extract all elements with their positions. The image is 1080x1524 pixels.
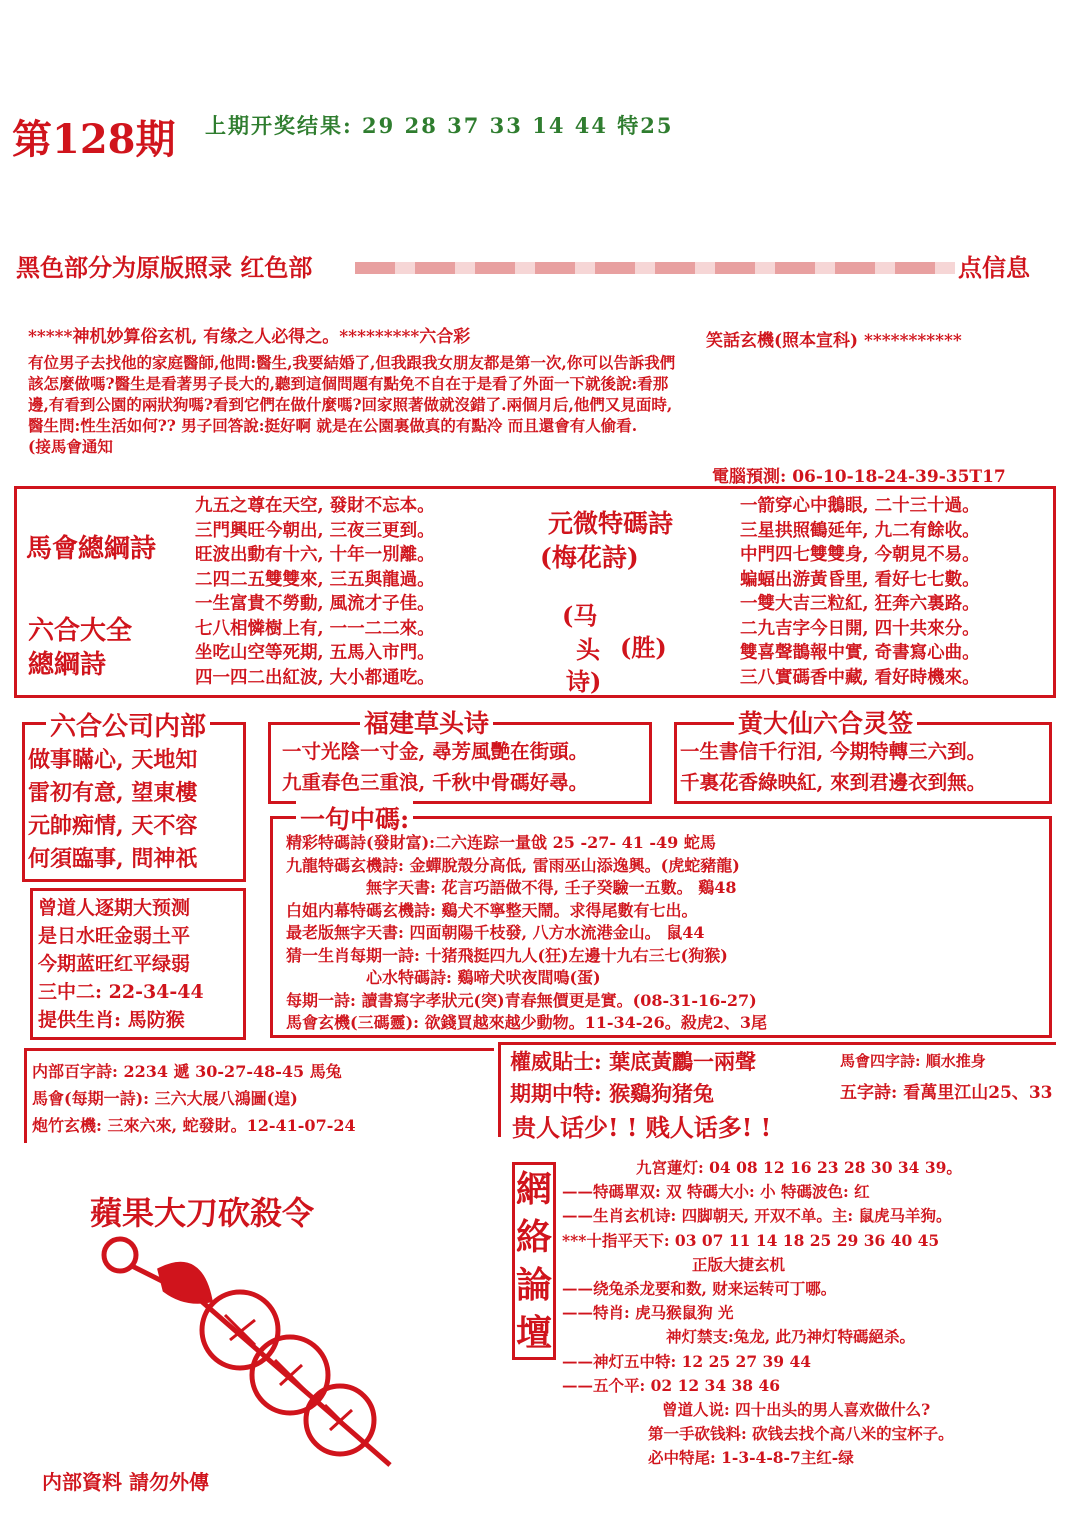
noble-words: 贵人话少! ! 贱人话多! ! [512, 1113, 772, 1142]
poem-line: 三門興旺今朝出, 三夜三更到。 [195, 520, 435, 541]
yiju-line: 九龍特碼玄機詩: 金蟬脫殼分高低, 雷雨巫山添逸興。(虎蛇豬龍) [286, 855, 740, 875]
company-title: 六合公司内部 [46, 706, 210, 743]
divider [498, 1042, 1056, 1045]
poem-line: 二四二五雙雙來, 三五與龍過。 [195, 569, 435, 590]
joke-line: (接馬會通知 [28, 437, 113, 456]
poem-line: 旺波出動有十六, 十年一別離。 [195, 545, 435, 565]
poem-line: 九五之尊在天空, 發財不忘本。 [195, 496, 435, 516]
poem-line: 中門四七雙雙身, 今朝見不易。 [740, 545, 980, 565]
authority-tip: 權威貼士: 葉底黃鸝一兩聲 [510, 1049, 757, 1074]
yiju-line: 馬會玄機(三碼靈): 欲錢買越來越少動物。11-34-26。殺虎2、3尾 [286, 1013, 767, 1032]
label-zong-gang-shi: 總綱詩 [28, 650, 107, 680]
zengdao-line: 三中二: 22-34-44 [38, 981, 204, 1003]
mid-left-line: 炮竹玄機: 三來六來, 蛇發財。12-41-07-24 [32, 1116, 356, 1135]
divider [24, 1048, 27, 1143]
poem-line: 蝙蝠出游黃昏里, 看好七七數。 [740, 569, 980, 590]
joke-line: 有位男子去找他的家庭醫師,他問:醫生,我要結婚了,但我跟我女朋友都是第一次,你可以告訴我們 [28, 353, 676, 372]
last-result: 上期开奖结果: 29 28 37 33 14 44 特25 [205, 113, 674, 138]
forum-line: 神灯禁支:兔龙, 此乃神灯特碼絕杀。 [666, 1327, 916, 1347]
intro-title-right: 笑話玄機(照本宣科) *********** [706, 331, 962, 351]
intro-title-left: *****神机妙算俗玄机, 有缘之人必得之。*********六合彩 [28, 327, 471, 347]
zengdao-line: 曾道人逐期大预测 [38, 897, 191, 919]
forum-side-char: 壇 [515, 1312, 552, 1354]
company-line: 元帥痴情, 天不容 [28, 813, 198, 839]
label-zong-gang: 馬會總綱詩 [26, 534, 157, 564]
forum-line: 九宮蓮灯: 04 08 12 16 23 28 30 34 39。 [636, 1158, 962, 1177]
knife-illustration [90, 1230, 420, 1470]
mid-tou: 头 [576, 635, 600, 664]
wongtaisin-title: 黄大仙六合灵签 [734, 704, 917, 740]
smudge-bar [355, 262, 955, 274]
fujian-line: 一寸光陰一寸金, 尋芳風艷在街頭。 [282, 740, 589, 763]
poem-line: 四一四二出紅波, 大小都通吃。 [195, 667, 435, 688]
poem-line: 七八相憐樹上有, 一一二二來。 [195, 618, 435, 639]
yiju-line: 白姐内幕特碼玄機詩: 鷄犬不寧整天鬧。求得尾數有七出。 [286, 900, 698, 920]
company-line: 何須臨事, 問神祇 [28, 846, 198, 872]
fujian-title: 福建草头诗 [360, 704, 493, 740]
forum-line: ***十指平天下: 03 07 11 14 18 25 29 36 40 45 [562, 1230, 940, 1250]
forum-line: ——特肖: 虎马猴鼠狗 光 [562, 1303, 734, 1323]
joke-text [28, 352, 1078, 457]
mid-subtitle: (梅花詩) [540, 543, 639, 572]
every-period-win: 期期中特: 猴鷄狗猪兔 [510, 1081, 715, 1106]
yiju-line: 猜一生肖每期一詩: 十猪飛挺四九人(狂)左邊十九右三七(狗猴) [286, 945, 728, 965]
yiju-line: 每期一詩: 讀書寫字孝狀元(突)青春無價更是實。(08-31-16-27) [286, 990, 757, 1010]
forum-line: 曾道人说: 四十出头的男人喜欢做什么? [662, 1400, 931, 1420]
issue-number: 第128期 [12, 116, 176, 163]
mid-left-lines [32, 1058, 356, 1139]
company-lines [28, 744, 197, 876]
forum-line: ——特碼單双: 双 特碼大小: 小 特碼波色: 红 [562, 1182, 870, 1202]
five-word-poem: 五字詩: 看萬里江山25、33 [840, 1083, 1053, 1103]
forum-line: 必中特尾: 1-3-4-8-7主红-绿 [648, 1448, 854, 1468]
yiju-lines [286, 832, 767, 1035]
joke-line: 邊,有看到公園的兩狀狗嗎?看到它們在做什麼嗎?回家照著做就沒錯了.兩個月后,他們又見面時, [28, 395, 673, 414]
notice-right: 点信息 [958, 254, 1030, 282]
poem-line: 三八實碼香中藏, 看好時機來。 [740, 667, 980, 688]
yiju-line: 最老版無字天書: 四面朝陽千枝發, 八方水流港金山。 鼠44 [286, 923, 705, 942]
forum-line: 正版大捷玄机 [692, 1254, 786, 1274]
yiju-line: 精彩特碼詩(發財富):二六连踪一量戗 25 -27- 41 -49 蛇馬 [286, 833, 716, 852]
forum-line: ——五个平: 02 12 34 38 46 [562, 1375, 781, 1395]
wongtaisin-line: 千裏花香綠映紅, 來到君邊衣到無。 [680, 771, 987, 794]
poem-line: 坐吃山空等死期, 五馬入市門。 [195, 643, 435, 663]
forum-side-char: 網 [515, 1168, 552, 1210]
company-line: 雷初有意, 望東樓 [28, 780, 198, 806]
zengdao-line: 今期蓝旺红平绿弱 [38, 953, 191, 975]
forum-line: ——绕兔杀龙要和数, 财来运转可丁哪。 [562, 1279, 837, 1299]
poem-left-col [195, 494, 435, 690]
mid-left-line: 馬會(每期一詩): 三六大展八鴻圖(遑) [32, 1089, 298, 1108]
fujian-line: 九重春色三重浪, 千秋中骨碼好尋。 [282, 771, 589, 794]
yiju-line: 心水特碼詩: 鷄啼犬吠夜間鳴(蛋) [366, 968, 601, 987]
four-word-poem: 馬會四字詩: 順水推身 [840, 1052, 986, 1070]
pc-predict: 電腦預測: 06-10-18-24-39-35T17 [712, 467, 1006, 487]
zengdao-line: 是日水旺金弱土平 [38, 925, 191, 947]
forum-line: 第一手砍钱料: 砍钱去找个高八米的宝杯子。 [648, 1424, 954, 1444]
mid-left-line: 内部百字詩: 2234 遞 30-27-48-45 馬兔 [32, 1062, 342, 1081]
divider [24, 1048, 494, 1051]
wongtaisin-line: 一生書信千行泪, 今期特轉三六到。 [680, 740, 987, 763]
apple-caption: 内部資料 請勿外傳 [42, 1470, 209, 1494]
yiju-title: 一句中碼: [296, 800, 413, 836]
joke-line: 醫生問:性生活如何?? 男子回答說:挺好啊 就是在公園裏做真的有點冷 而且還會有人偷看. [28, 416, 638, 435]
zengdao-line: 提供生肖: 馬防猴 [38, 1009, 185, 1031]
forum-side-char: 絡 [515, 1216, 552, 1258]
mid-title: 元微特碼詩 [548, 509, 674, 538]
poem-line: 一生富貴不勞動, 風流才子佳。 [195, 594, 435, 614]
mid-shi: 诗) [566, 667, 602, 696]
forum-side-char: 論 [515, 1264, 552, 1306]
mid-sheng: (胜) [620, 633, 667, 662]
zengdao-lines [38, 894, 204, 1034]
apple-title: 蘋果大刀砍殺令 [90, 1194, 315, 1232]
forum-lines [562, 1156, 962, 1471]
poem-line: 一雙大吉三粒紅, 狂奔六裏路。 [740, 594, 980, 614]
poem-line: 三星拱照鶴延年, 九二有餘收。 [740, 520, 980, 541]
mid-ma: (马 [562, 601, 598, 630]
poem-line: 雙喜聲鵲報中實, 奇書寫心曲。 [740, 643, 980, 663]
wongtaisin-lines [680, 736, 986, 798]
poem-line: 二九吉字今日開, 四十共來分。 [740, 618, 980, 639]
poem-right-col [740, 494, 980, 690]
forum-side-label [512, 1162, 556, 1360]
fujian-lines [282, 736, 588, 798]
divider [498, 1042, 501, 1137]
yiju-line: 無字天書: 花言巧語做不得, 壬子癸驗一五數。 鷄48 [366, 878, 737, 897]
notice-left: 黑色部分为原版照录 红色部 [16, 254, 313, 282]
label-liuhe-daquan: 六合大全 [28, 616, 133, 646]
forum-line: ——神灯五中特: 12 25 27 39 44 [562, 1351, 812, 1371]
joke-line: 該怎麼做嗎?醫生是看著男子長大的,聽到這個問題有點免不自在于是看了外面一下就後說:看那 [28, 374, 669, 393]
forum-line: ——生肖玄机诗: 四脚朝天, 开双不单。主: 鼠虎马羊狗。 [562, 1206, 952, 1226]
poem-line: 一箭穿心中鵝眼, 二十三十過。 [740, 496, 980, 516]
company-line: 做事瞞心, 天地知 [28, 747, 198, 773]
